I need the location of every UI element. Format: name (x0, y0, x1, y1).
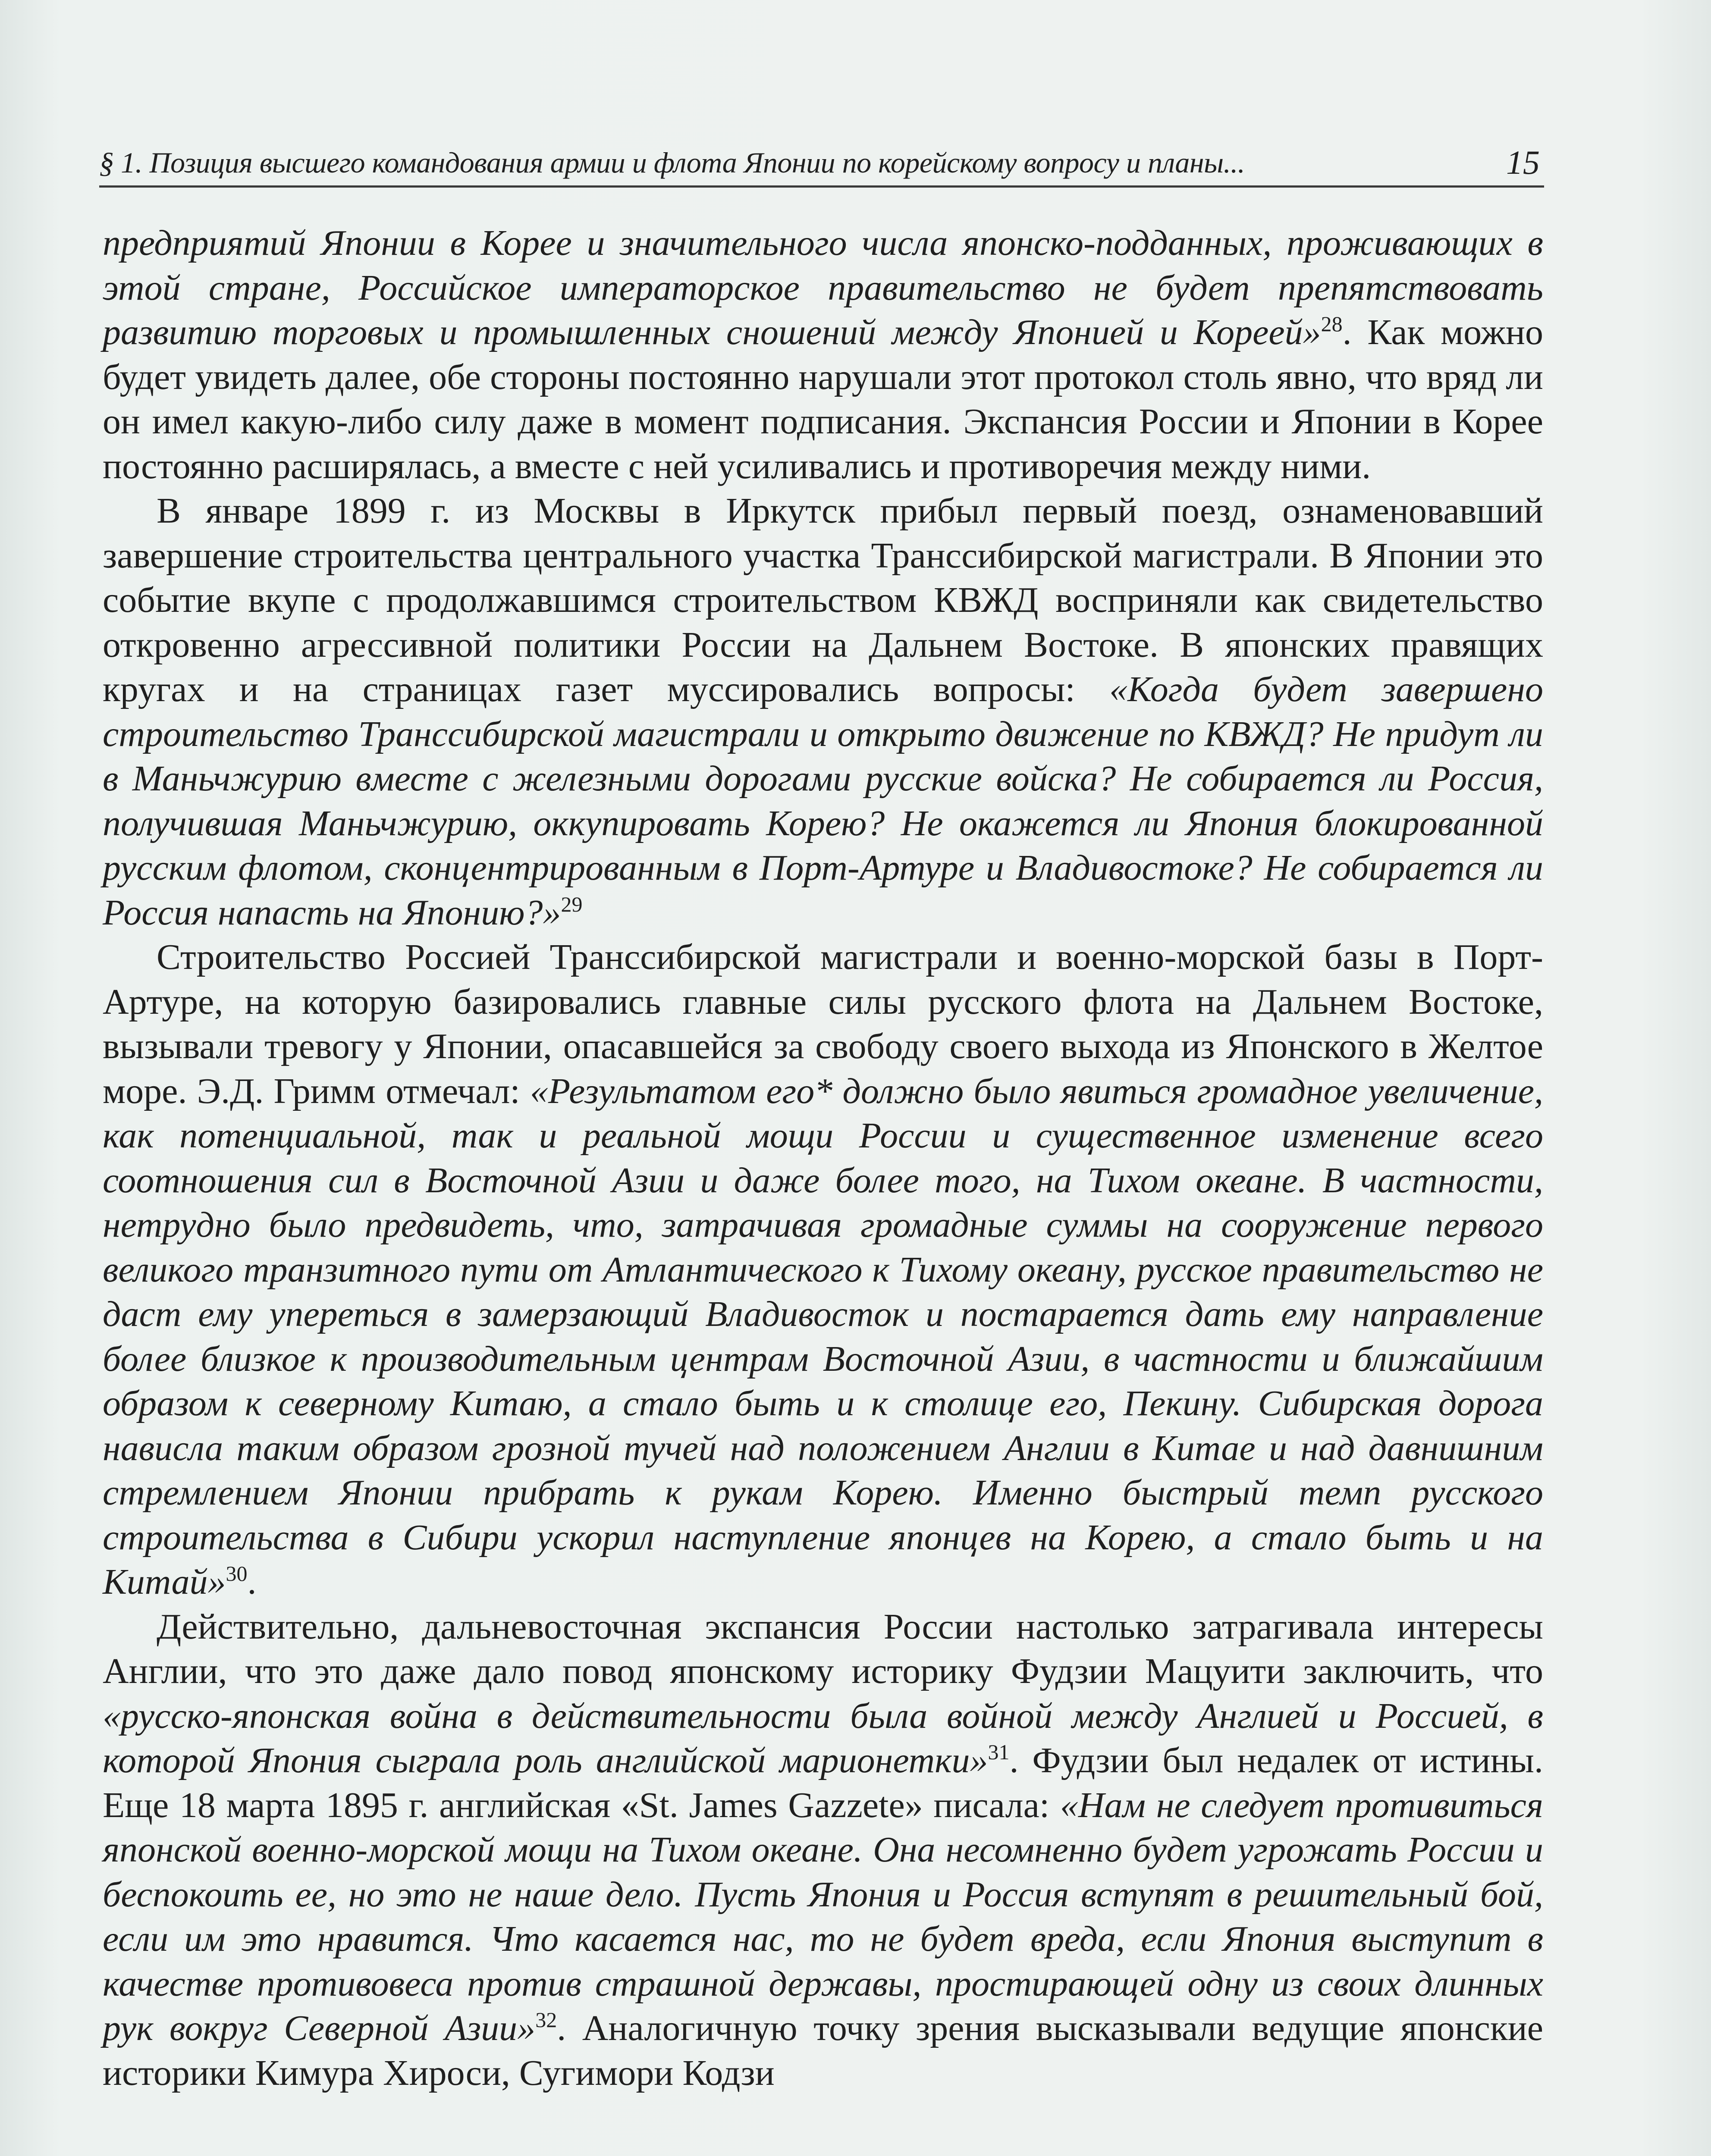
body-text-run: . (247, 1562, 257, 1602)
paragraph (103, 221, 1543, 489)
body-text-run: Действительно, дальневосточная экспансия России настолько затрагивала интересы Англии, что это даже дало повод японскому историку Фудзии Мацуити заключить, что (103, 1606, 1543, 1691)
quote-text: «Результатом его* должно было явиться громадное увеличение, как потенциальной, так и реальной мощи России и существенное изменение всего соотношения сил в Восточной Азии и даже более того, на Тихом океане. В частности, нетрудно было предвидеть, что, затрачивая громадные суммы на сооружение первого великого транзитного пути от Атлантического к Тихому океану, русское правительство не даст ему упереться в замерзающий Владивосток и постарается дать ему направление более близкое к производительным центрам Восточной Азии, в частности и ближайшим образом к северному Китаю, а стало быть и к столице его, Пекину. Сибирская дорога нависла таким образом грозной тучей над положением Англии в Китае и над давнишним стремлением Японии прибрать к рукам Корею. Именно быстрый темп русского строительства в Сибири ускорил наступление японцев на Корею, а стало быть и на Китай» (103, 1071, 1543, 1602)
quote-text: «Нам не следует противиться японской военно-морской мощи на Тихом океане. Она несомненно будет угрожать России и беспокоить ее, но это не наше дело. Пусть Япония и Россия вступят в решительный бой, если им это нравится. Что касается нас, то не будет вреда, если Япония выступит в качестве противовеса против страшной державы, простирающей одну из своих длинных рук вокруг Северной Азии» (103, 1785, 1543, 2048)
paragraph (103, 489, 1543, 935)
quote-text: «русско-японская война в действительности была войной между Англией и Россией, в которой Япония сыграла роль английской марионетки» (103, 1695, 1543, 1780)
page-number: 15 (1506, 144, 1540, 181)
paragraph (103, 1604, 1543, 2096)
paragraph (103, 935, 1543, 1604)
body-text (103, 221, 1543, 2095)
running-header-title: § 1. Позиция высшего командования армии и флота Японии по корейскому вопросу и планы... (99, 146, 1245, 179)
footnote-ref: 32 (535, 2008, 557, 2032)
quote-text: предприятий Японии в Корее и значительного числа японско-подданных, проживающих в этой стране, Российское императорское правительство не будет препятствовать развитию торговых и промышленных сношений между Японией и Кореей» (103, 223, 1543, 352)
footnote-ref: 29 (561, 892, 583, 916)
body-text-run: Строительство Россией Транссибирской магистрали и военно-морской базы в Порт-Артуре, на которую базировались главные силы русского флота на Дальнем Востоке, вызывали тревогу у Японии, опасавшейся за свободу своего выхода из Японского в Желтое море. Э.Д. Гримм отмечал: (103, 937, 1543, 1111)
quote-text: «Когда будет завершено строительство Транссибирской магистрали и открыто движение по КВЖД? Не придут ли в Маньчжурию вместе с железными дорогами русские войска? Не собирается ли Россия, получившая Маньчжурию, оккупировать Корею? Не окажется ли Япония блокированной русским флотом, сконцентрированным в Порт-Артуре и Владивостоке? Не собирается ли Россия напасть на Японию?» (103, 669, 1544, 933)
body-text-run: В январе 1899 г. из Москвы в Иркутск прибыл первый поезд, ознаменовавший завершение строительства центрального участка Транссибирской магистрали. В Японии это событие вкупе с продолжавшимся строительством КВЖД восприняли как свидетельство откровенно агрессивной политики России на Дальнем Востоке. В японских правящих кругах и на страницах газет муссировались вопросы: (103, 491, 1543, 709)
footnote-ref: 30 (226, 1561, 248, 1586)
footnote-ref: 28 (1321, 312, 1343, 336)
body-text-run: . Как можно будет увидеть далее, обе стороны постоянно нарушали этот протокол столь явно, что вряд ли он имел какую-либо силу даже в момент подписания. Экспансия России и Японии в Корее постоянно расширялась, а вместе с ней усиливались и противоречия между ними. (103, 312, 1543, 486)
body-text-run: . Аналогичную точку зрения высказывали ведущие японские историки Кимура Хироси, Сугимори Кодзи (103, 2008, 1543, 2093)
footnote-ref: 31 (988, 1740, 1010, 1764)
body-text-run: . Фудзии был недалек от истины. Еще 18 марта 1895 г. английская «St. James Gazzete» писала: (103, 1740, 1543, 1825)
running-header (99, 138, 1544, 188)
